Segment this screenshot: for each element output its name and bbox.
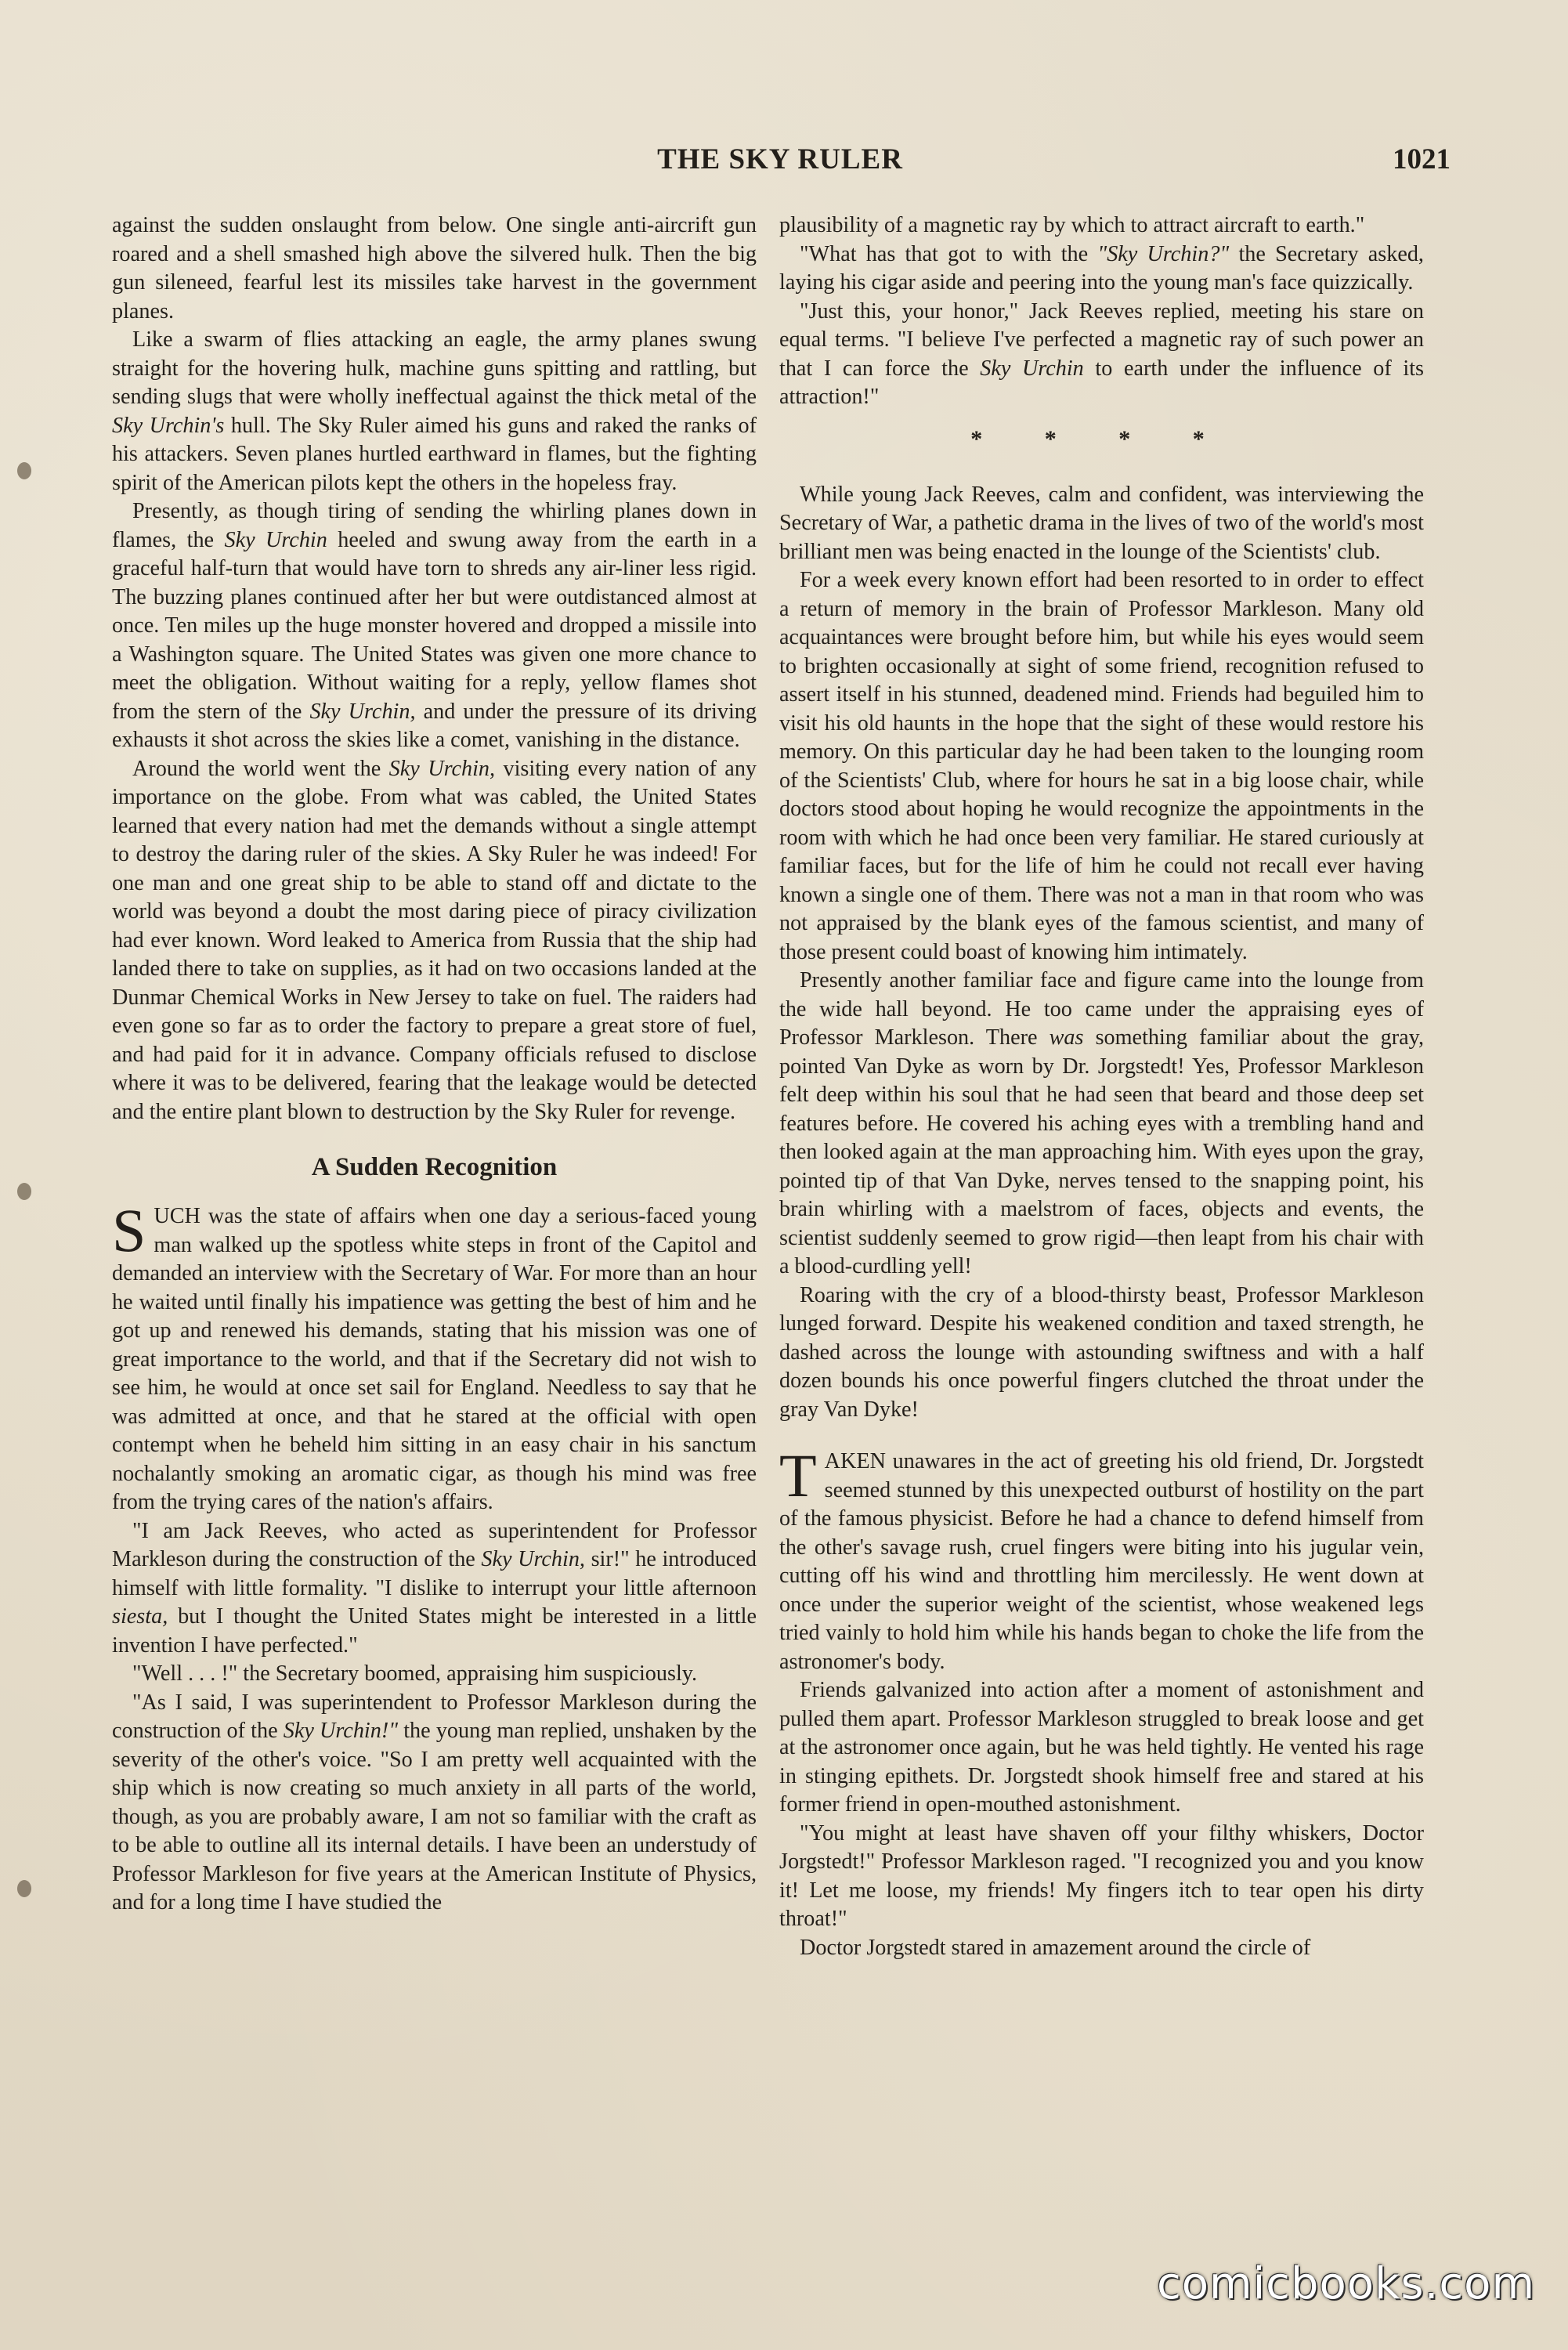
paragraph: Friends galvanized into action after a moment of astonishment and pulled them apart. Professor Markleson struggled to break loose and get at the astronomer once again, but he was held tightly. He vented his rage in stinging epithets. Dr. Jorgstedt shook himself free and stared at his former friend in open-mouthed astonishment.	[779, 1678, 1424, 1817]
paragraph: Presently another familiar face and figure came into the lounge from the wide hall beyond. He too came under the appraising eyes of Professor Markleson. There was something familiar about the gray, pointed Van Dyke as worn by Dr. Jorgstedt! Yes, Professor Markleson felt deep within his soul that he had seen that beard and those deep set features before. He covered his aching eyes with a trembling hand and then looked again at the man approaching him. With eyes upon the gray, pointed tip of that Van Dyke, nerves tensed to the snapping point, his brain whirling with a maelstrom of faces, objects and events, the scientist suddenly seemed to grow rigid—then leapt from his chair with a blood-curdling yell!	[779, 968, 1424, 1278]
paragraph: "As I said, I was superintendent to Professor Markleson during the construction of the Sky Urchin!" the young man replied, unshaken by the severity of the other's voice. "So I am pretty well acquainted with the ship which is now creating so much anxiety in all parts of the world, though, as you are probably aware, I am not so familiar with the craft as to be able to outline all its internal details. I have been an understudy of Professor Markleson for five years at the American Institute of Physics, and for a long time I have studied the	[112, 1690, 757, 1914]
paragraph: plausibility of a magnetic ray by which to attract aircraft to earth."	[779, 213, 1365, 237]
section-break-stars: * * * *	[970, 425, 1233, 452]
section-heading: A Sudden Recognition	[311, 1153, 558, 1181]
paragraph: Roaring with the cry of a blood-thirsty beast, Professor Markleson lunged forward. Despite his weakened condition and taxed strength, he dashed across the lounge with astounding swiftness and with a half dozen bounds his once powerful fingers clutched the throat under the gray Van Dyke!	[779, 1282, 1424, 1422]
paragraph: Presently, as though tiring of sending the whirling planes down in flames, the Sky Urchin heeled and swung away from the earth in a graceful half-turn that would have torn to shreds any air-liner less rigid. The buzzing planes continued after her but were outdistanced almost at once. Ten miles up the huge monster hovered and dropped a missile into a Washington square. The United States was given one more chance to meet the obligation. Without waiting for a reply, yellow flames shot from the stern of the Sky Urchin, and under the pressure of its driving exhausts it shot across the skies like a comet, vanishing in the distance.	[112, 499, 757, 752]
paragraph: "Well . . . !" the Secretary boomed, appraising him suspiciously.	[132, 1661, 698, 1686]
drop-cap: T	[779, 1441, 817, 1509]
paragraph: For a week every known effort had been resorted to in order to effect a return of memory in the brain of Professor Markleson. Many old acquaintances were brought before him, but while his eyes would seem to brighten occasionally at sight of some friend, recognition refused to assert itself in his stunned, deadened mind. Friends had beguiled him to visit his old haunts in the hope that the sight of these would restore his memory. On this particular day he had been taken to the lounging room of the Scientists' Club, where for hours he sat in a big loose chair, while doctors stood about hoping he would recognize the appointments in the room with which he had once been very familiar. He stared curiously at familiar faces, but for the life of him he could not recall ever having known a single one of them. There was not a man in that room who was not appraised by the blank eyes of the famous scientist, and many of those present could boast of knowing him intimately.	[779, 568, 1424, 964]
paragraph: While young Jack Reeves, calm and confident, was interviewing the Secretary of War, a pathetic drama in the lives of two of the world's most brilliant men was being enacted in the lounge of the Scientists' club.	[779, 482, 1424, 564]
text-columns	[112, 212, 1424, 2201]
paragraph: against the sudden onslaught from below. One single anti-aircrift gun roared and a shell smashed high above the silvered hulk. Then the big gun sileneed, fearful lest its missiles take harvest in the government planes.	[112, 213, 757, 324]
paragraph: Like a swarm of flies attacking an eagle, the army planes swung straight for the hovering hulk, machine guns spitting and rattling, but sending slugs that were wholly ineffectual against the thick metal of the Sky Urchin's hull. The Sky Ruler aimed his guns and raked the ranks of his attackers. Seven planes hurtled earthward in flames, but the fighting spirit of the American pilots kept the others in the hopeless fray.	[112, 327, 757, 495]
paper-hole	[17, 1880, 31, 1897]
right-column	[779, 212, 1424, 2201]
paper-hole	[17, 1183, 31, 1200]
paragraph: "What has that got to with the "Sky Urchin?" the Secretary asked, laying his cigar aside and peering into the young man's face quizzically.	[779, 241, 1424, 295]
running-title: THE SKY RULER	[657, 143, 903, 175]
paragraph: "Just this, your honor," Jack Reeves replied, meeting his stare on equal terms. "I believe I've perfected a magnetic ray of such power an that I can force the Sky Urchin to earth under the influence of its attraction!"	[779, 298, 1424, 409]
paragraph: Around the world went the Sky Urchin, visiting every nation of any importance on the globe. From what was cabled, the United States learned that every nation had met the demands without a single attempt to destroy the daring ruler of the skies. A Sky Ruler he was indeed! For one man and one great ship to be able to stand off and dictate to the world was beyond a doubt the most daring piece of piracy civilization had ever known. Word leaked to America from Russia that the ship had landed there to take on supplies, as it had on two occasions landed at the Dunmar Chemical Works in New Jersey to take on fuel. The raiders had even gone so far as to order the factory to prepare a great store of fuel, and had paid for it in advance. Company officials refused to disclose where it was to be delivered, fearing that the leakage would be detected and the entire plant blown to destruction by the Sky Ruler for revenge.	[112, 756, 757, 1124]
section-gap	[779, 1424, 1424, 1448]
paragraph: SUCH was the state of affairs when one day a serious-faced young man walked up the spotless white steps in front of the Capitol and demanded an interview with the Secretary of War. For more than an hour he waited until finally his impatience was getting the best of him and he got up and renewed his demands, stating that his mission was one of great importance to the world, and that if the Secretary did not wish to see him, he would at once set sail for England. Needless to say that he was admitted at once, and that he stared at the official with open contempt when he beheld him sitting in an easy chair in his sanctum nochalantly smoking an aromatic cigar, as though his mind was free from the trying cares of the nation's affairs.	[112, 1196, 757, 1514]
left-column	[112, 212, 757, 2201]
paragraph: "I am Jack Reeves, who acted as superintendent for Professor Markleson during the construction of the Sky Urchin, sir!" he introduced himself with little formality. "I dislike to interrupt your little afternoon siesta, but I thought the United States might be interested in a little invention I have perfected."	[112, 1518, 757, 1658]
paragraph: Doctor Jorgstedt stared in amazement around the circle of	[800, 1935, 1311, 1960]
page-header	[110, 135, 1451, 182]
paragraph: TAKEN unawares in the act of greeting his old friend, Dr. Jorgstedt seemed stunned by this unexpected outburst of hostility on the part of the famous physicist. Before he had a chance to defend himself from the other's savage rush, cruel fingers were biting into his jugular vein, cutting off his wind and throttling him mercilessly. He went down at once under the superior weight of the scientist, whose weakened legs tried vainly to hold him while his hands began to choke the life from the astronomer's body.	[779, 1441, 1424, 1674]
drop-cap: S	[112, 1196, 146, 1264]
paragraph: "You might at least have shaven off your filthy whiskers, Doctor Jorgstedt!" Professor Markleson raged. "I recognized you and you know it! Let me loose, my friends! My fingers itch to tear open his dirty throat!"	[779, 1820, 1424, 1931]
watermark: comicbooks.com	[1156, 2258, 1535, 2309]
page-number: 1021	[1393, 143, 1451, 175]
paper-hole	[17, 462, 31, 479]
